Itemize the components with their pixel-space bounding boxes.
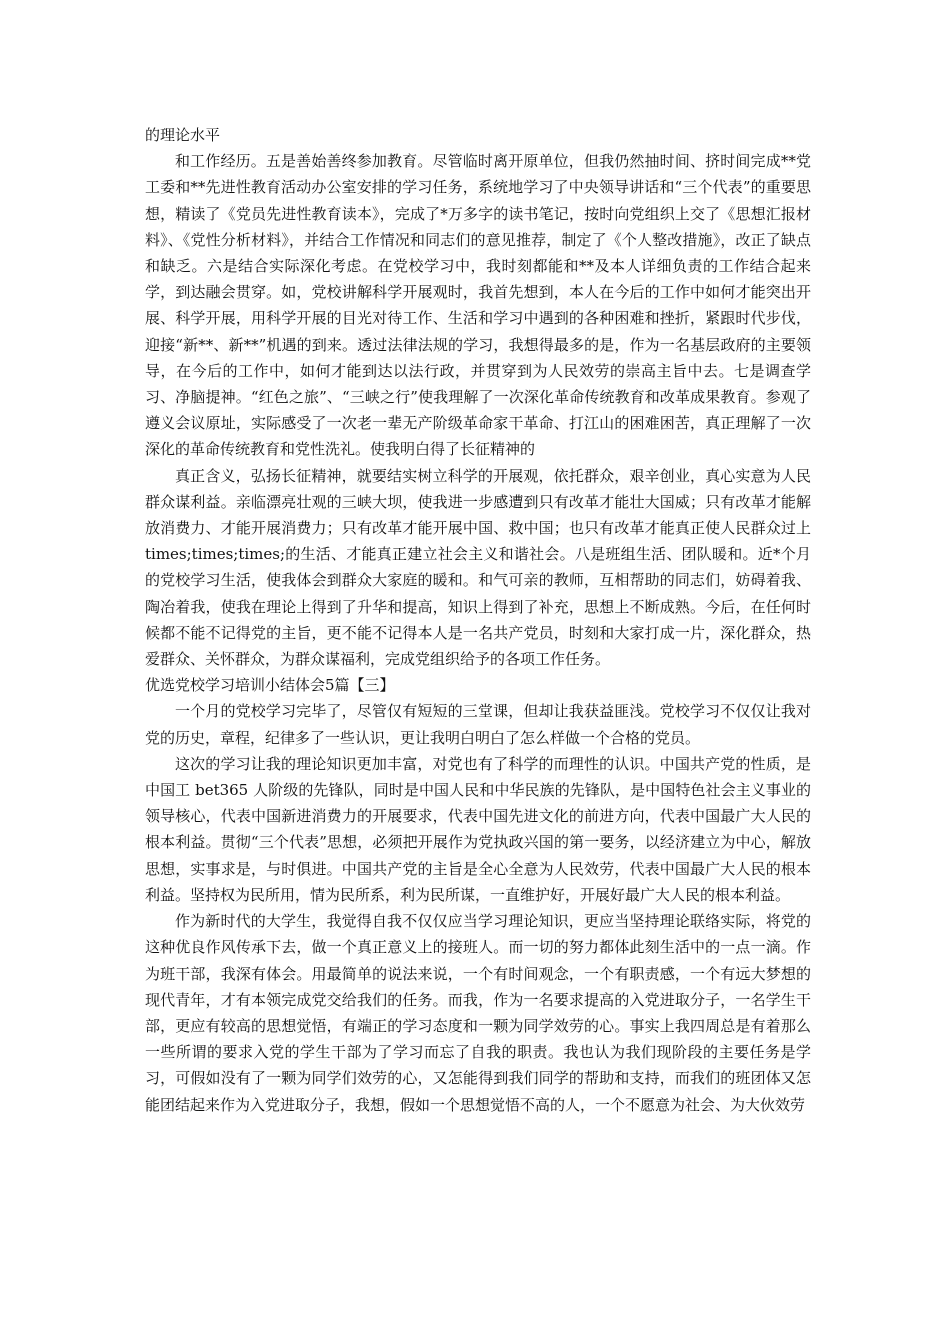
paragraph: 这次的学习让我的理论知识更加丰富，对党也有了科学的而理性的认识。中国共产党的性质，是中国工 bet365 人阶级的先锋队，同时是中国人民和中华民族的先锋队，是中国特色社会主义事业的领导核心，代表中国新进消费力的开展要求，代表中国先进文化的前进方向，代表中国最广大人民的根本利益。贯彻“三个代表”思想，必须把开展作为党执政兴国的第一要务，以经济建立为中心，解放思想，实事求是，与时俱进。中国共产党的主旨是全心全意为人民效劳，代表中国最广大人民的根本利益。坚持权为民所用，情为民所系，利为民所谋，一直维护好，开展好最广大人民的根本利益。: [145, 754, 811, 904]
document-body: [145, 122, 811, 1118]
paragraph: 作为新时代的大学生，我觉得自我不仅仅应当学习理论知识，更应当坚持理论联络实际，将党的这种优良作风传承下去，做一个真正意义上的接班人。而一切的努力都体此刻生活中的一点一滴。作为班干部，我深有体会。用最简单的说法来说，一个有时间观念，一个有职责感，一个有远大梦想的现代青年，才有本领完成党交给我们的任务。而我，作为一名要求提高的入党进取分子，一名学生干部，更应有较高的思想觉悟，有端正的学习态度和一颗为同学效劳的心。事实上我四周总是有着那么一些所谓的要求入党的学生干部为了学习而忘了自我的职责。我也认为我们现阶段的主要任务是学习，可假如没有了一颗为同学们效劳的心，又怎能得到我们同学的帮助和支持，而我们的班团体又怎能团结起来作为入党进取分子，我想，假如一个思想觉悟不高的人，一个不愿意为社会、为大伙效劳: [145, 912, 811, 1114]
paragraph: 一个月的党校学习完毕了，尽管仅有短短的三堂课，但却让我获益匪浅。党校学习不仅仅让我对党的历史，章程，纪律多了一些认识，更让我明白明白了怎么样做一个合格的党员。: [145, 702, 811, 747]
paragraph: 真正含义，弘扬长征精神，就要结实树立科学的开展观，依托群众，艰辛创业，真心实意为人民群众谋利益。亲临漂亮壮观的三峡大坝，使我进一步感遭到只有改革才能壮大国威；只有改革才能解放消费力、才能开展消费力；只有改革才能开展中国、救中国；也只有改革才能真正使人民群众过上times;times;times;的生活、才能真正建立社会主义和谐社会。八是班组生活、团队暖和。近*个月的党校学习生活，使我体会到群众大家庭的暖和。和气可亲的教师，互相帮助的同志们，妨碍着我、陶冶着我，使我在理论上得到了升华和提高，知识上得到了补充，思想上不断成熟。今后，在任何时候都不能不记得党的主旨，更不能不记得本人是一名共产党员，时刻和大家打成一片，深化群众，热爱群众、关怀群众，为群众谋福利，完成党组织给予的各项工作任务。: [145, 466, 811, 669]
paragraph-continuation: 的理论水平: [145, 126, 221, 144]
paragraph: 和工作经历。五是善始善终参加教育。尽管临时离开原单位，但我仍然抽时间、挤时间完成**党工委和**先进性教育活动办公室安排的学习任务，系统地学习了中央领导讲话和“三个代表”的重要思想，精读了《党员先进性教育读本》，完成了*万多字的读书笔记，按时向党组织上交了《思想汇报材料》、《党性分析材料》，并结合工作情况和同志们的意见推荐，制定了《个人整改措施》，改正了缺点和缺乏。六是结合实际深化考虑。在党校学习中，我时刻都能和**及本人详细负责的工作结合起来学，到达融会贯穿。如，党校讲解科学开展观时，我首先想到，本人在今后的工作中如何才能突出开展、科学开展，用科学开展的目光对待工作、生活和学习中遇到的各种困难和挫折，紧跟时代步伐，迎接“新**、新**”机遇的到来。透过法律法规的学习，我想得最多的是，作为一名基层政府的主要领导，在今后的工作中，如何才能到达以法行政，并贯穿到为人民效劳的崇高主旨中去。七是调查学习、净脑提神。“红色之旅”、“三峡之行”使我理解了一次深化革命传统教育和改革成果教育。参观了遵义会议原址，实际感受了一次老一辈无产阶级革命家干革命、打江山的困难困苦，真正理解了一次深化的革命传统教育和党性洗礼。使我明白得了长征精神的: [145, 152, 811, 459]
section-heading: 优选党校学习培训小结体会5篇【三】: [145, 676, 395, 695]
